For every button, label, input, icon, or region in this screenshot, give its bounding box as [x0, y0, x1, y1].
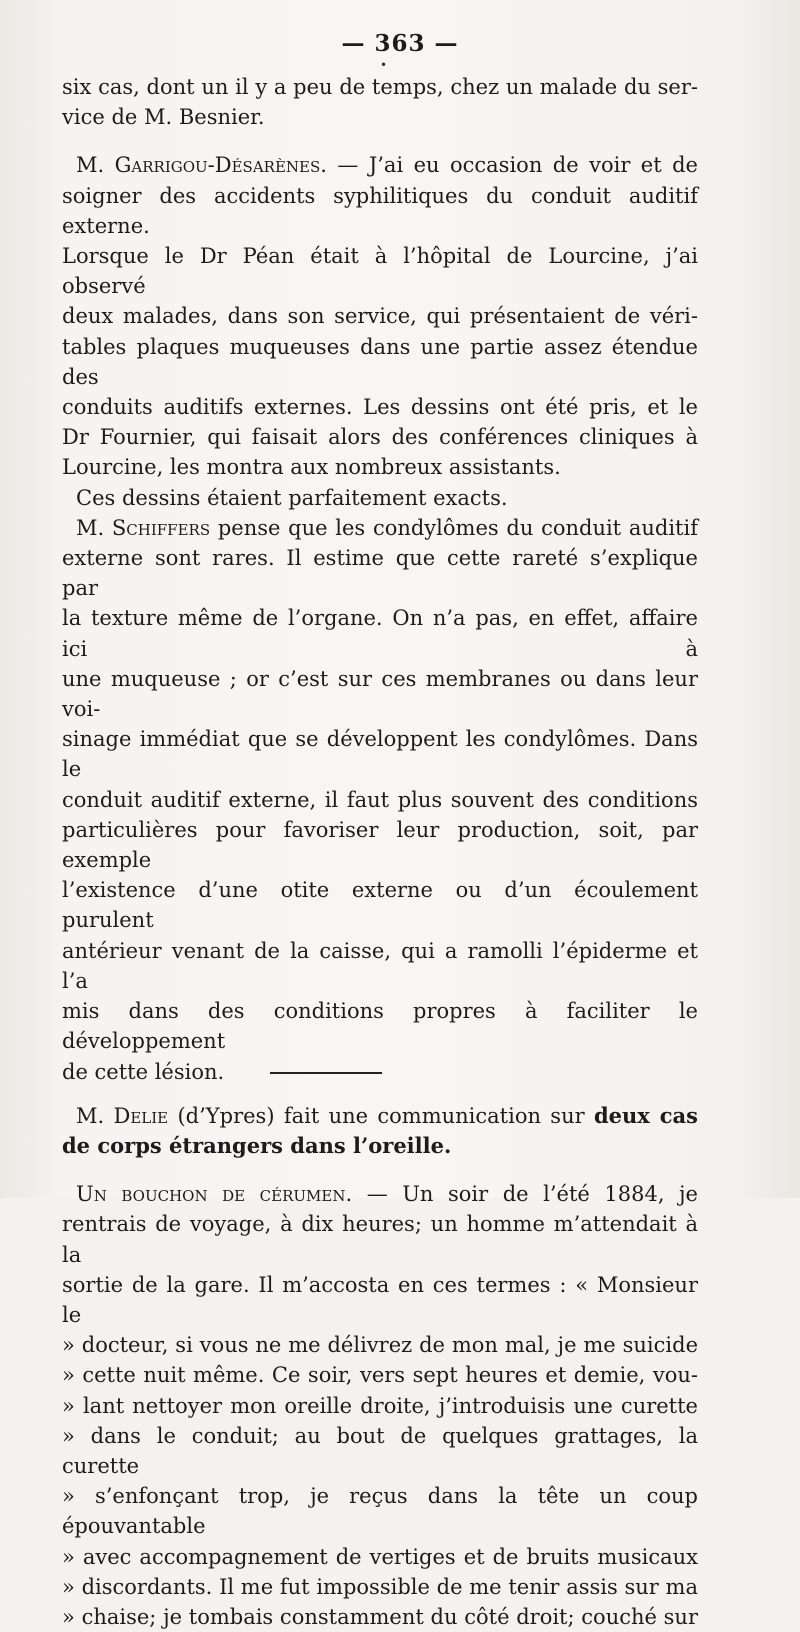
speaker-name: M. Garrigou-Désarènes. — [76, 153, 359, 178]
text-line: soigner des accidents syphilitiques du conduit auditif externe. [62, 183, 698, 238]
paragraph-garrigou-first-line: M. Garrigou-Désarènes. — J’ai eu occasion de voir et de [76, 153, 698, 178]
text-line: conduit auditif externe, il faut plus souvent des conditions [62, 787, 698, 812]
text-line: » discordants. Il me fut impossible de me tenir assis sur ma [62, 1574, 698, 1599]
speaker-name: M. Schiffers [76, 515, 211, 540]
text-line: » docteur, si vous ne me délivrez de mon mal, je me suicide [62, 1333, 698, 1358]
text-line: rentrais de voyage, à dix heures; un homme m’attendait à la [62, 1212, 698, 1267]
text-line: » lant nettoyer mon oreille droite, j’introduisis une curette [62, 1393, 698, 1418]
text-line: Dr Fournier, qui faisait alors des conférences cliniques à [62, 425, 698, 450]
emphasis-text: deux cas [593, 1102, 698, 1128]
paragraph-delie-first-line: M. Delie (d’Ypres) fait une communication sur deux cas [76, 1102, 698, 1128]
text-line: conduits auditifs externes. Les dessins ont été pris, et le [62, 395, 698, 420]
text-line: » dans le conduit; au bout de quelques grattages, la curette [62, 1423, 698, 1478]
text-line: » avec accompagnement de vertiges et de bruits musicaux [62, 1544, 698, 1569]
speaker-name: M. Delie [76, 1103, 169, 1128]
paragraph-cerumen-first-line: Un bouchon de cérumen. — Un soir de l’été 1884, je [76, 1182, 698, 1207]
text-line: Lourcine, les montra aux nombreux assistants. [62, 455, 561, 480]
text-line: externe sont rares. Il estime que cette rareté s’explique par [62, 546, 698, 601]
text-line: Ces dessins étaient parfaitement exacts. [76, 485, 508, 510]
text-line-with-rule: de cette lésion. [62, 1057, 698, 1087]
text-line: particulières pour favoriser leur production, soit, par exemple [62, 817, 698, 873]
text-line: sortie de la gare. Il m’accosta en ces termes : « Monsieur le [62, 1272, 698, 1327]
text-line: » cette nuit même. Ce soir, vers sept heures et demie, vou- [62, 1363, 698, 1388]
text-line: la texture même de l’organe. On n’a pas, en effet, affaire ici à [62, 606, 698, 661]
paragraph-schiffers-first-line: M. Schiffers pense que les condylômes du conduit auditif [76, 515, 698, 540]
body-text [62, 72, 698, 1632]
text-line: une muqueuse ; or c’est sur ces membranes ou dans leur voi- [62, 666, 698, 722]
page-number: — 363 — [341, 30, 459, 57]
emphasis-line: de corps étrangers dans l’oreille. [62, 1132, 452, 1158]
section-heading: Un bouchon de cérumen. [76, 1182, 353, 1207]
text-line: l’existence d’une otite externe ou d’un écoulement purulent [62, 878, 698, 933]
text-line: mis dans des conditions propres à faciliter le développement [62, 999, 698, 1054]
section-divider [270, 1072, 382, 1074]
text-line: six cas, dont un il y a peu de temps, chez un malade du ser- [62, 75, 698, 99]
printer-mark: • [380, 58, 388, 72]
text-line: » chaise; je tombais constamment du côté droit; couché sur [62, 1604, 698, 1629]
text-line: sinage immédiat que se développent les condylômes. Dans le [62, 727, 698, 782]
text-line: » s’enfonçant trop, je reçus dans la tête un coup épouvantable [62, 1484, 698, 1539]
text-line: antérieur venant de la caisse, qui a ramolli l’épiderme et l’a [62, 938, 698, 993]
text-line: tables plaques muqueuses dans une partie assez étendue des [62, 334, 698, 389]
text-line: Lorsque le Dr Péan était à l’hôpital de Lourcine, j’ai observé [62, 244, 698, 299]
text-line: vice de M. Besnier. [62, 105, 265, 130]
text-line: deux malades, dans son service, qui présentaient de véri- [62, 304, 698, 329]
